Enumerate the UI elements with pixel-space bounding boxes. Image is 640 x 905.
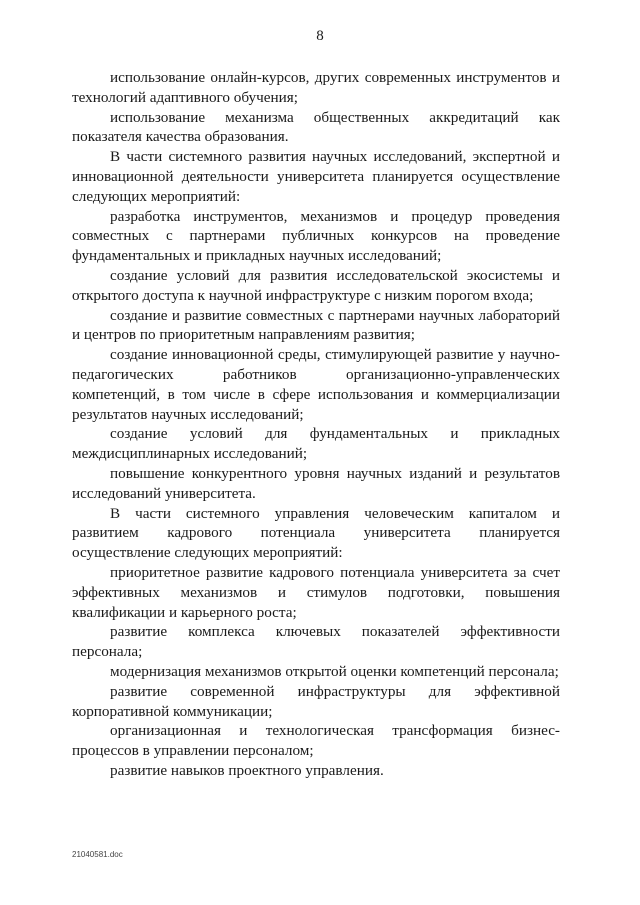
- paragraph: создание инновационной среды, стимулирующей развитие у научно-педагогических работников организационно-управленческих компетенций, в том числе в сфере использования и коммерциализации результатов научных исследований;: [72, 346, 560, 423]
- paragraph: В части системного управления человеческим капиталом и развитием кадрового потенциала университета планируется осуществление следующих мероприятий:: [72, 504, 560, 562]
- paragraph: использование механизма общественных аккредитаций как показателя качества образования.: [72, 108, 560, 146]
- paragraph: создание условий для развития исследовательской экосистемы и открытого доступа к научной инфраструктуре с низким порогом входа;: [72, 266, 560, 304]
- paragraph: создание условий для фундаментальных и прикладных междисциплинарных исследований;: [72, 425, 560, 463]
- paragraph: развитие навыков проектного управления.: [110, 761, 384, 779]
- paragraph: развитие комплекса ключевых показателей эффективности персонала;: [72, 623, 560, 661]
- paragraph: приоритетное развитие кадрового потенциала университета за счет эффективных механизмов и стимулов подготовки, повышения квалификации и карьерного роста;: [72, 563, 560, 621]
- paragraph: повышение конкурентного уровня научных изданий и результатов исследований университета.: [72, 464, 560, 502]
- paragraph: развитие современной инфраструктуры для эффективной корпоративной коммуникации;: [72, 682, 560, 720]
- paragraph: разработка инструментов, механизмов и процедур проведения совместных с партнерами публичных конкурсов на проведение фундаментальных и прикладных научных исследований;: [72, 207, 560, 265]
- paragraph: создание и развитие совместных с партнерами научных лабораторий и центров по приоритетным направлениям развития;: [72, 306, 560, 344]
- document-body: [72, 68, 560, 781]
- paragraph: использование онлайн-курсов, других современных инструментов и технологий адаптивного обучения;: [72, 69, 560, 106]
- page-number: 8: [316, 28, 324, 44]
- paragraph: организационная и технологическая трансформация бизнес-процессов в управлении персоналом;: [72, 722, 560, 760]
- paragraph: модернизация механизмов открытой оценки компетенций персонала;: [110, 662, 559, 680]
- document-file-code: 21040581.doc: [72, 850, 123, 859]
- paragraph: В части системного развития научных исследований, экспертной и инновационной деятельности университета планируется осуществление следующих мероприятий:: [72, 148, 560, 205]
